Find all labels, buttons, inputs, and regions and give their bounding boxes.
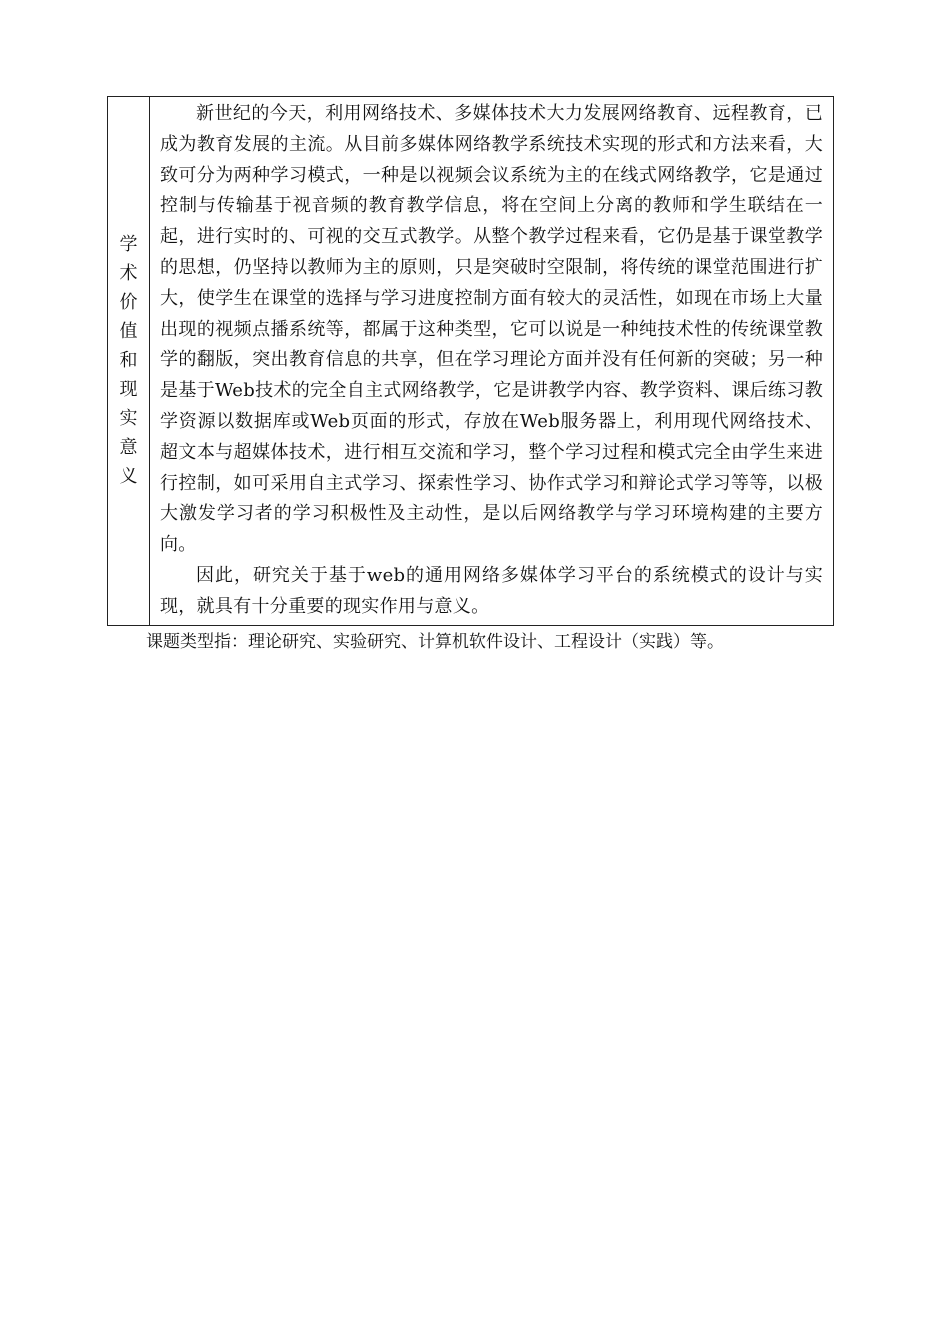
row-label-cell: [108, 97, 150, 626]
row-label: 学术价值和现实意义: [119, 234, 138, 488]
paragraph-2: 因此，研究关于基于web的通用网络多媒体学习平台的系统模式的设计与实现，就具有十分重要的现实作用与意义。: [160, 564, 823, 617]
content-cell: [150, 97, 834, 626]
footnote: 课题类型指：理论研究、实验研究、计算机软件设计、工程设计（实践）等。: [146, 632, 724, 652]
significance-table: [107, 96, 834, 626]
table-row: [108, 97, 834, 626]
paragraph-1: 新世纪的今天，利用网络技术、多媒体技术大力发展网络教育、远程教育，已成为教育发展的主流。从目前多媒体网络教学系统技术实现的形式和方法来看，大致可分为两种学习模式，一种是以视频会议系统为主的在线式网络教学，它是通过控制与传输基于视音频的教育教学信息，将在空间上分离的教师和学生联结在一起，进行实时的、可视的交互式教学。从整个教学过程来看，它仍是基于课堂教学的思想，仍坚持以教师为主的原则，只是突破时空限制，将传统的课堂范围进行扩大，使学生在课堂的选择与学习进度控制方面有较大的灵活性，如现在市场上大量出现的视频点播系统等，都属于这种类型，它可以说是一种纯技术性的传统课堂教学的翻版，突出教育信息的共享，但在学习理论方面并没有任何新的突破；另一种是基于Web技术的完全自主式网络教学，它是讲教学内容、教学资料、课后练习教学资源以数据库或Web页面的形式，存放在Web服务器上，利用现代网络技术、超文本与超媒体技术，进行相互交流和学习，整个学习过程和模式完全由学生来进行控制，如可采用自主式学习、探索性学习、协作式学习和辩论式学习等等，以极大激发学习者的学习积极性及主动性，是以后网络教学与学习环境构建的主要方向。: [160, 103, 823, 556]
